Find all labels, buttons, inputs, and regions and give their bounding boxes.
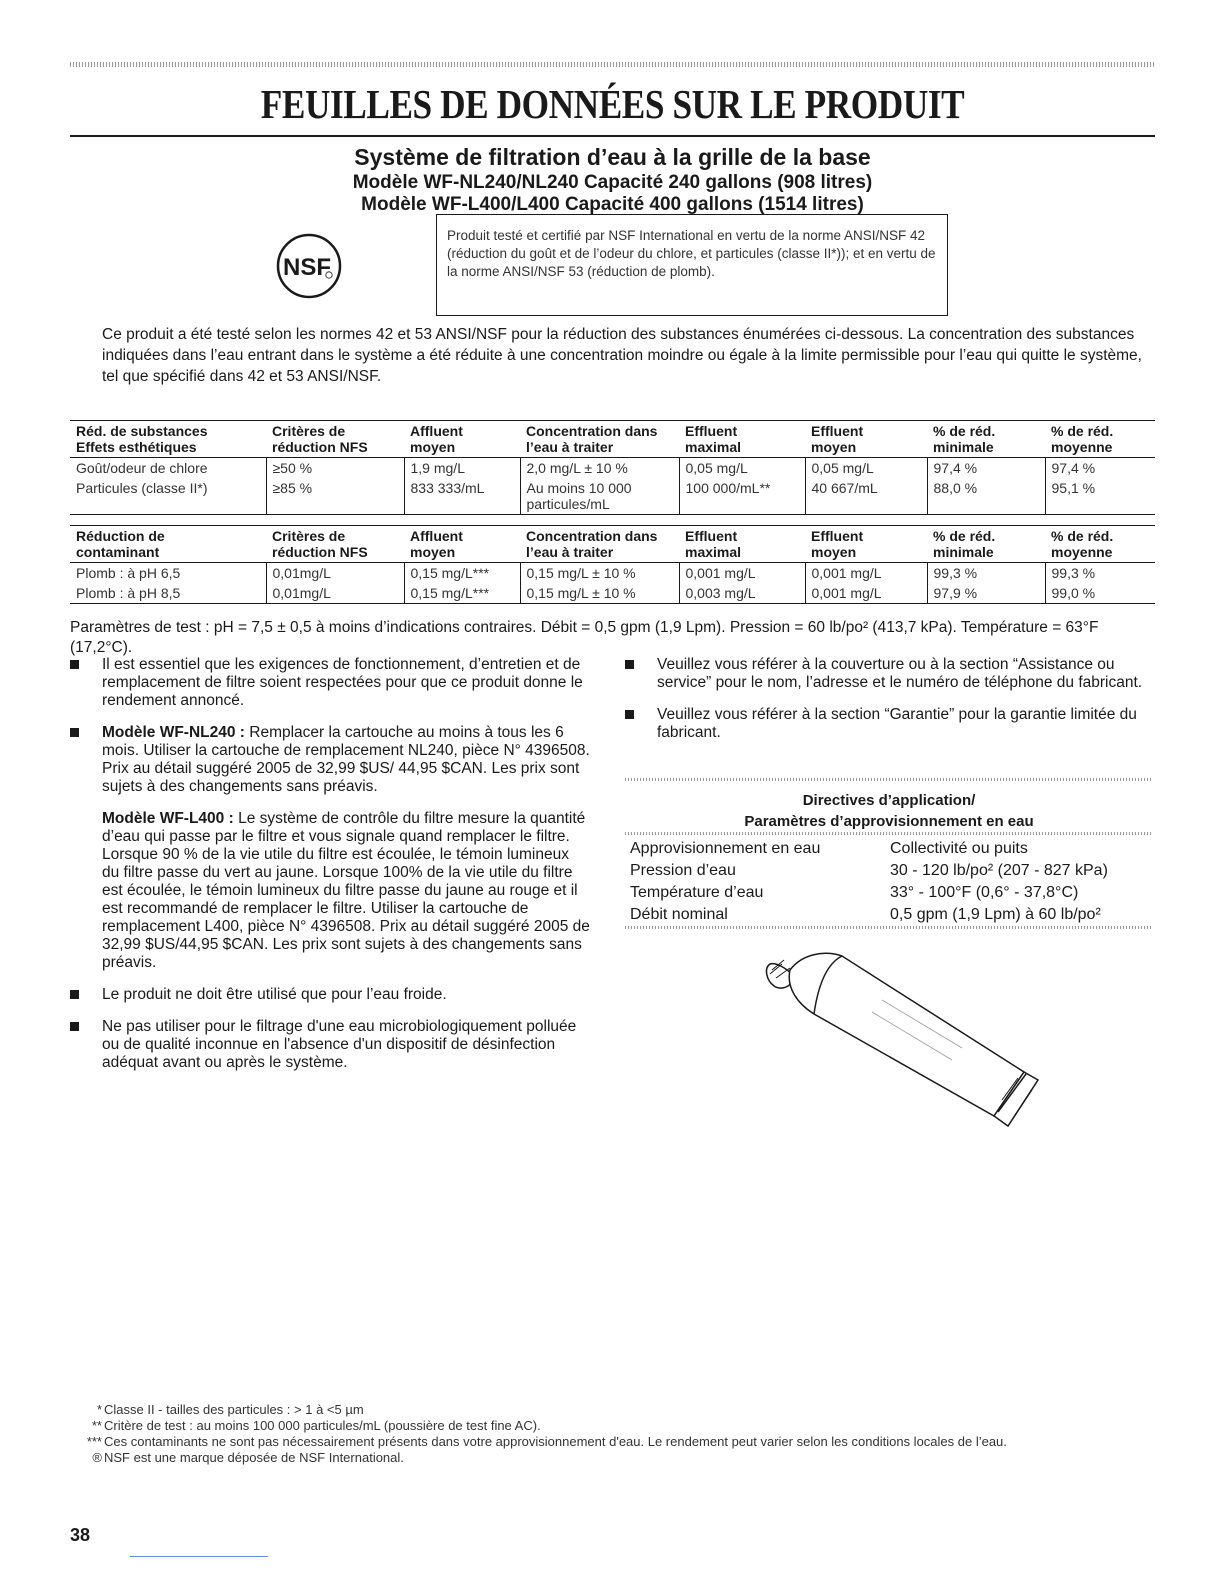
- table-row: [630, 904, 1150, 926]
- table-row: [630, 838, 1150, 860]
- bullet-square-icon: [70, 990, 79, 999]
- bullet-text: Veuillez vous référer à la couverture ou à la section “Assistance ou service” pour le nom, l’adresse et le numéro de téléphone du fabricant.: [657, 656, 1143, 691]
- directives-header-rule: [625, 832, 1153, 835]
- footnotes: [80, 1402, 1155, 1466]
- list-item: [70, 1018, 590, 1072]
- parameter-label: Température d’eau: [630, 884, 764, 901]
- contaminant-reduction-table: [70, 525, 1155, 604]
- bullet-text: Le produit ne doit être utilisé que pour l’eau froide.: [102, 986, 447, 1003]
- system-title: Système de filtration d’eau à la grille de la base: [354, 144, 871, 170]
- column-header: Effluent moyen: [811, 528, 864, 560]
- table-cell: 99,3 %: [927, 563, 1045, 584]
- column-header: % de réd. moyenne: [1051, 528, 1114, 560]
- table-cell: 97,4 %: [927, 458, 1045, 479]
- table-cell: 833 333/mL: [404, 478, 520, 515]
- parameter-label: Débit nominal: [630, 906, 728, 923]
- table-cell: Plomb : à pH 6,5: [76, 565, 181, 581]
- column-header: % de réd. minimale: [933, 528, 996, 560]
- table-cell: 0,15 mg/L***: [404, 583, 520, 604]
- column-header: Effluent maximal: [685, 423, 742, 455]
- table-cell: Particules (classe II*): [76, 480, 208, 496]
- column-header: Réduction de contaminant: [76, 528, 165, 560]
- page-number: 38: [70, 1525, 91, 1545]
- bullet-text: Veuillez vous référer à la section “Garantie” pour la garantie limitée du fabricant.: [657, 706, 1137, 741]
- table-row: [70, 563, 1155, 584]
- test-parameters: Paramètres de test : pH = 7,5 ± 0,5 à moins d’indications contraires. Débit = 0,5 gpm (1,9 Lpm). Pression = 60 lb/po² (413,7 kPa). Température = 63°F (17,2°C).: [70, 619, 1099, 656]
- directives-top-rule: [625, 778, 1153, 781]
- column-header: Affluent moyen: [410, 528, 463, 560]
- parameter-value: 0,5 gpm (1,9 Lpm) à 60 lb/po²: [890, 906, 1101, 923]
- list-item: [625, 706, 1155, 742]
- certification-box: Produit testé et certifié par NSF International en vertu de la norme ANSI/NSF 42 (réduction du goût et de l’odeur du chlore, et particules (classe II*)); et en vertu de la norme ANSI/NSF 53 (réduction de plomb).: [436, 214, 948, 316]
- table-header-row: [70, 526, 1155, 563]
- column-header: Critères de réduction NFS: [272, 528, 368, 560]
- table-cell: ≥85 %: [266, 478, 404, 515]
- table-cell: 0,01mg/L: [266, 563, 404, 584]
- aesthetic-effects-table: [70, 420, 1155, 515]
- table-header-row: [70, 421, 1155, 458]
- table-cell: 0,15 mg/L***: [404, 563, 520, 584]
- bullet-square-icon: [70, 728, 79, 737]
- supply-parameters-table: [630, 838, 1150, 926]
- table-cell: 0,001 mg/L: [805, 583, 927, 604]
- table-row: [630, 860, 1150, 882]
- column-header: Concentration dans l’eau à traiter: [526, 423, 658, 455]
- table-cell: 100 000/mL**: [679, 478, 805, 515]
- table-cell: 0,05 mg/L: [679, 458, 805, 479]
- column-header: % de réd. moyenne: [1051, 423, 1114, 455]
- list-item: [625, 656, 1155, 692]
- parameter-value: 33° - 100°F (0,6° - 37,8°C): [890, 884, 1079, 901]
- column-header: Effluent maximal: [685, 528, 742, 560]
- footnote: ® NSF est une marque déposée de NSF International.: [92, 1450, 404, 1465]
- footnote: *** Ces contaminants ne sont pas nécessairement présents dans votre approvisionnement d'eau. Le rendement peut varier selon les conditions locales de l’eau.: [86, 1434, 1007, 1449]
- parameter-label: Approvisionnement en eau: [630, 840, 821, 857]
- list-item: [70, 986, 590, 1004]
- parameter-label: Pression d’eau: [630, 862, 736, 879]
- model-line-l400: Modèle WF-L400/L400 Capacité 400 gallons (1514 litres): [361, 194, 864, 215]
- top-hatch-rule: [70, 62, 1155, 67]
- table-cell: 0,001 mg/L: [805, 563, 927, 584]
- table-cell: 2,0 mg/L ± 10 %: [520, 458, 679, 479]
- table-cell: 99,0 %: [1045, 583, 1155, 604]
- table-cell: 0,15 mg/L ± 10 %: [520, 583, 679, 604]
- nsf-logo-icon: [276, 233, 342, 299]
- parameter-value: 30 - 120 lb/po² (207 - 827 kPa): [890, 862, 1108, 879]
- table-cell: Au moins 10 000 particules/mL: [520, 478, 679, 515]
- table-row: [70, 583, 1155, 604]
- column-header: Affluent moyen: [410, 423, 463, 455]
- title-underline: [70, 135, 1155, 137]
- bullet-square-icon: [625, 660, 634, 669]
- table-row: [630, 882, 1150, 904]
- intro-paragraph: Ce produit a été testé selon les normes 42 et 53 ANSI/NSF pour la réduction des substances énumérées ci-dessous. La concentration des substances indiquées dans l’eau entrant dans le système a été réduite à une concentration moindre ou égale à la limite permissible pour l’eau qui quitte le système, tel que spécifié dans 42 et 53 ANSI/NSF.: [102, 326, 1142, 385]
- right-column: [625, 656, 1155, 756]
- table-cell: 95,1 %: [1045, 478, 1155, 515]
- column-header: Réd. de substances Effets esthétiques: [76, 423, 208, 455]
- table-row: [70, 478, 1155, 515]
- filter-cartridge-illustration: [762, 940, 1044, 1130]
- footnote: ** Critère de test : au moins 100 000 particules/mL (poussière de test fine AC).: [91, 1418, 541, 1433]
- directives-bottom-rule: [625, 926, 1153, 929]
- bullet-text: Modèle WF-NL240 : Remplacer la cartouche au moins à tous les 6 mois. Utiliser la cartouche de remplacement NL240, pièce N° 4396508. Prix au détail suggéré 2005 de 32,99 $US/ 44,95 $CAN. Les prix sont sujets à des changements sans préavis.: [102, 724, 590, 795]
- column-header: Critères de réduction NFS: [272, 423, 368, 455]
- footnote: * Classe II - tailles des particules : > 1 à <5 µm: [96, 1402, 364, 1417]
- column-header: Effluent moyen: [811, 423, 864, 455]
- table-row: [70, 458, 1155, 479]
- directives-title: [625, 790, 1153, 832]
- directives-title-line: Paramètres d’approvisionnement en eau: [744, 813, 1034, 830]
- model-line-nl240: Modèle WF-NL240/NL240 Capacité 240 gallons (908 litres): [352, 172, 873, 193]
- table-cell: 97,9 %: [927, 583, 1045, 604]
- table-cell: Goût/odeur de chlore: [76, 460, 208, 476]
- left-column: [70, 656, 590, 1086]
- list-item: [70, 656, 590, 710]
- table-cell: 99,3 %: [1045, 563, 1155, 584]
- table-cell: 0,01mg/L: [266, 583, 404, 604]
- bullet-square-icon: [70, 660, 79, 669]
- nsf-logo-text: NSF: [283, 254, 331, 281]
- bullet-text: Modèle WF-L400 : Le système de contrôle du filtre mesure la quantité d’eau qui passe par le filtre et vous signale quand remplacer le filtre. Lorsque 90 % de la vie utile du filtre est écoulée, le témoin lumineux du filtre passe du vert au jaune. Lorsque 100% de la vie utile du filtre est écoulée, le témoin lumineux du filtre passe du jaune au rouge et il est recommandé de remplacer le filtre. Utiliser la cartouche de remplacement L400, pièce N° 4396508. Prix au détail suggéré 2005 de 32,99 $US/44,95 $CAN. Les prix sont sujets à des changements sans préavis.: [102, 810, 590, 971]
- page-title: FEUILLES DE DONNÉES SUR LE PRODUIT: [260, 81, 965, 127]
- table-cell: Plomb : à pH 8,5: [76, 585, 181, 601]
- table-cell: 0,05 mg/L: [805, 458, 927, 479]
- table-cell: 0,15 mg/L ± 10 %: [520, 563, 679, 584]
- directives-title-line: Directives d’application/: [802, 792, 976, 809]
- table-cell: 1,9 mg/L: [404, 458, 520, 479]
- bullet-text: Ne pas utiliser pour le filtrage d'une eau microbiologiquement polluée ou de qualité inconnue en l'absence d'un dispositif de désinfection adéquat avant ou après le système.: [102, 1018, 577, 1071]
- table-cell: 0,003 mg/L: [679, 583, 805, 604]
- bullet-text: Il est essentiel que les exigences de fonctionnement, d’entretien et de remplacement de filtre soient respectées pour que ce produit donne le rendement annoncé.: [102, 656, 583, 709]
- parameter-value: Collectivité ou puits: [890, 840, 1028, 857]
- table-cell: ≥50 %: [266, 458, 404, 479]
- column-header: Concentration dans l’eau à traiter: [526, 528, 658, 560]
- column-header: % de réd. minimale: [933, 423, 996, 455]
- table-cell: 0,001 mg/L: [679, 563, 805, 584]
- bullet-square-icon: [625, 710, 634, 719]
- table-cell: 97,4 %: [1045, 458, 1155, 479]
- bullet-square-icon: [70, 1022, 79, 1031]
- bottom-link-line: [130, 1556, 268, 1557]
- table-cell: 40 667/mL: [805, 478, 927, 515]
- table-cell: 88,0 %: [927, 478, 1045, 515]
- list-item: [70, 724, 590, 972]
